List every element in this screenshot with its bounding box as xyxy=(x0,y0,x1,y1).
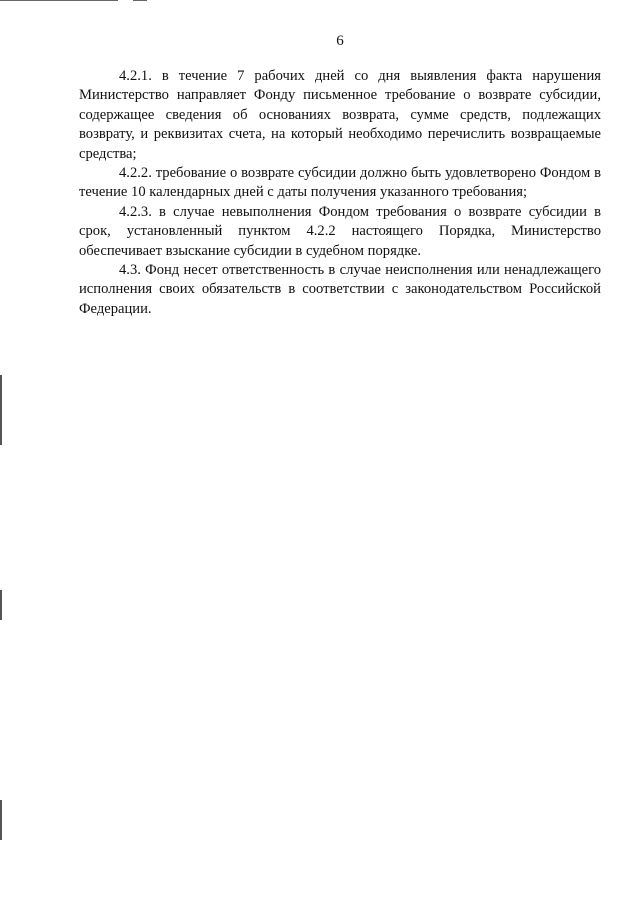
scan-artifact-top-line xyxy=(0,0,118,1)
paragraph-4-2-3: 4.2.3. в случае невыполнения Фондом требования о возврате субсидии в срок, установленный пунктом 4.2.2 настоящего Порядка, Министерство обеспечивает взыскание субсидии в судебном порядке. xyxy=(79,203,601,259)
scan-artifact-top-dash xyxy=(133,0,147,1)
paragraph-4-2-2: 4.2.2. требование о возврате субсидии должно быть удовлетворено Фондом в течение 10 календарных дней с даты получения указанного требования; xyxy=(79,165,601,201)
document-body xyxy=(79,67,601,319)
scan-artifact-left-edge xyxy=(0,800,2,840)
page-number: 6 xyxy=(336,33,344,49)
paragraph-4-3: 4.3. Фонд несет ответственность в случае неисполнения или ненадлежащего исполнения своих обязательств в соответствии с законодательством Российской Федерации. xyxy=(79,262,601,317)
paragraph-4-2-1: 4.2.1. в течение 7 рабочих дней со дня выявления факта нарушения Министерство направляет Фонду письменное требование о возврате субсидии, содержащее сведения об основаниях возврата, сумме средств, подлежащих возврату, и реквизитах счета, на который необходимо перечислить возвращаемые средства; xyxy=(79,68,601,162)
scan-artifact-left-edge xyxy=(0,375,2,445)
scan-artifact-left-edge xyxy=(0,590,2,620)
